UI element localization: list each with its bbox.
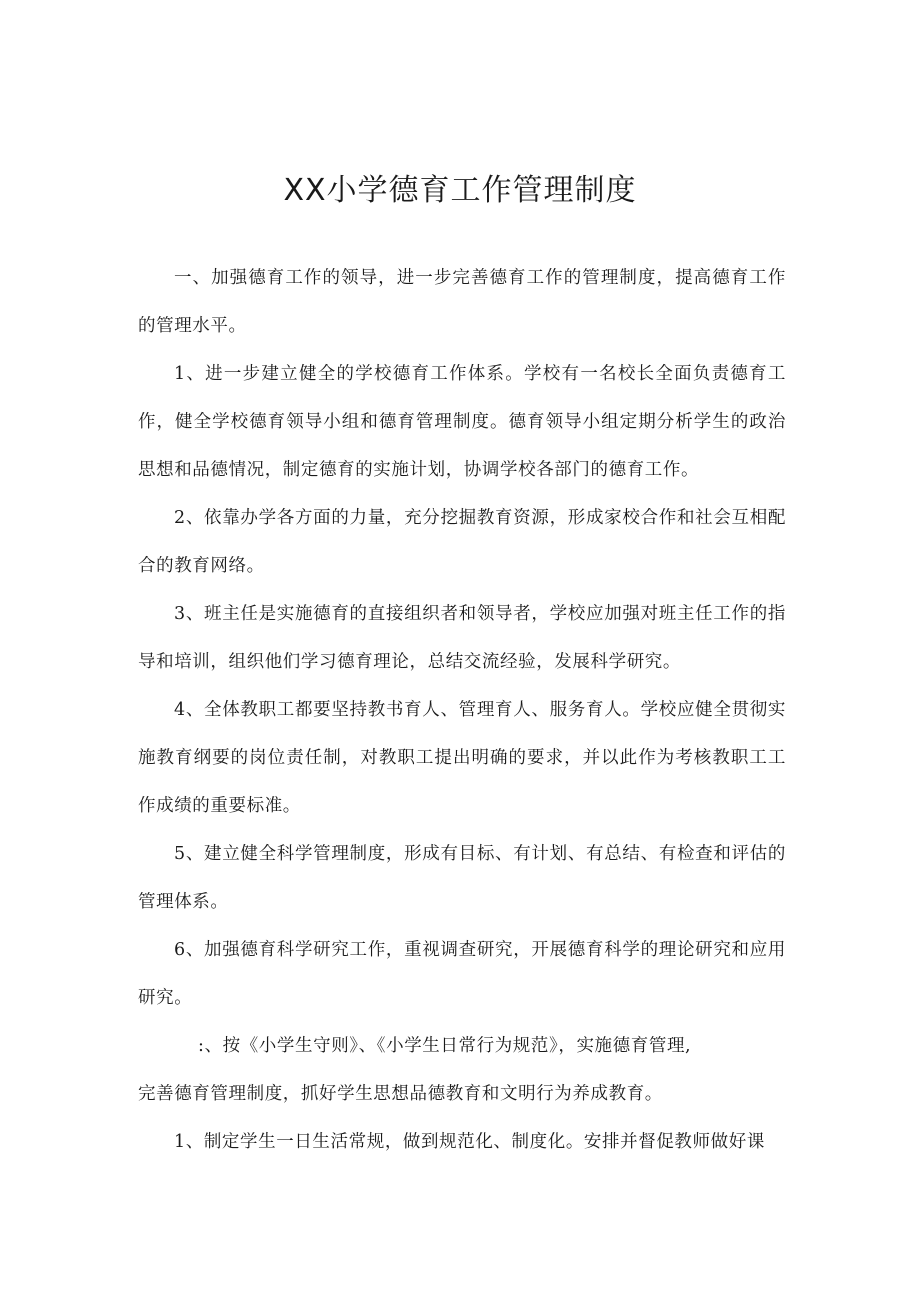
- paragraph-item-6: 6、加强德育科学研究工作，重视调查研究，开展德育科学的理论研究和应用研究。: [138, 940, 786, 1008]
- paragraph-item-4: 4、全体教职工都要坚持教书育人、管理育人、服务育人。学校应健全贯彻实施教育纲要的岗位责任制，对教职工提出明确的要求，并以此作为考核教职工工作成绩的重要标准。: [138, 700, 786, 816]
- document-title: XX小学德育工作管理制度: [283, 173, 637, 208]
- section-2-heading-line-2: 完善德育管理制度，抓好学生思想品德教育和文明行为养成教育。: [138, 1084, 663, 1104]
- section-1-heading: 一、加强德育工作的领导，进一步完善德育工作的管理制度，提高德育工作的管理水平。: [138, 268, 786, 336]
- section-2-heading-line-1: :、按《小学生守则》、《小学生日常行为规范》，实施德育管理,: [198, 1036, 692, 1056]
- paragraph-section-2-item-1: 1、制定学生一日生活常规，做到规范化、制度化。安排并督促教师做好课: [174, 1132, 765, 1152]
- paragraph-item-2: 2、依靠办学各方面的力量，充分挖掘教育资源，形成家校合作和社会互相配合的教育网络。: [138, 508, 786, 576]
- paragraph-item-1: 1、进一步建立健全的学校德育工作体系。学校有一名校长全面负责德育工作，健全学校德育领导小组和德育管理制度。德育领导小组定期分析学生的政治思想和品德情况，制定德育的实施计划，协调学校各部门的德育工作。: [138, 364, 786, 480]
- paragraph-item-3: 3、班主任是实施德育的直接组织者和领导者，学校应加强对班主任工作的指导和培训，组织他们学习德育理论，总结交流经验，发展科学研究。: [138, 604, 786, 672]
- paragraph-item-5: 5、建立健全科学管理制度，形成有目标、有计划、有总结、有检查和评估的管理体系。: [138, 844, 786, 912]
